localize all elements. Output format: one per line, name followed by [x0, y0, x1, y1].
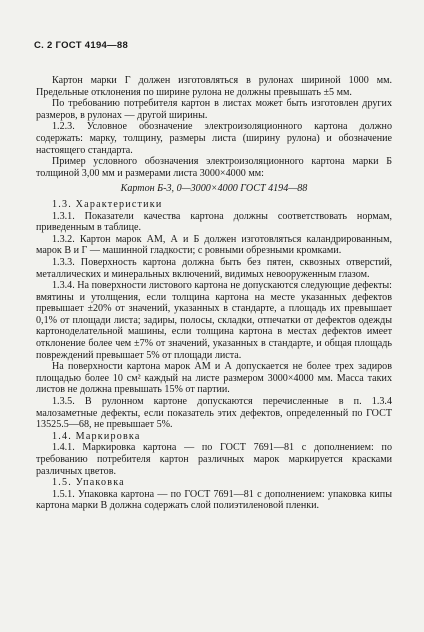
paragraph: 1.3.3. Поверхность картона должна быть без пятен, сквозных отверстий, металлических и минеральных включений, видимых невооруженным глазом.	[36, 256, 392, 280]
paragraph: 1.3.5. В рулонном картоне допускаются перечисленные в п. 1.3.4 малозаметные дефекты, если показатель этих дефектов, определенный по ГОСТ 13525.5—68, не превышает 5%.	[36, 396, 392, 431]
section-heading: 1.4. Маркировка	[52, 430, 141, 442]
paragraph: Картон марки Г должен изготовляться в рулонах шириной 1000 мм. Предельные отклонения по ширине рулона не должны превышать ±5 мм.	[36, 75, 392, 98]
paragraph: На поверхности картона марок АМ и А допускается не более трех задиров площадью более 10 см² каждый на листе размером 3000×4000 мм. Масса таких листов не должна превышать 15% от партии.	[36, 361, 392, 396]
document-body	[36, 75, 392, 512]
paragraph: 1.2.3. Условное обозначение электроизоляционного картона должно содержать: марку, толщину, размеры листа (ширину рулона) и обозначение настоящего стандарта.	[36, 121, 392, 156]
paragraph: Пример условного обозначения электроизоляционного картона марки Б толщиной 3,00 мм и размерами листа 3000×4000 мм:	[36, 156, 392, 179]
paragraph: По требованию потребителя картон в листах может быть изготовлен других размеров, в рулонах — другой ширины.	[36, 98, 392, 121]
page-header: С. 2 ГОСТ 4194—88	[34, 40, 129, 51]
paragraph: 1.3.4. На поверхности листового картона не допускаются следующие дефекты: вмятины и утолщения, если толщина картона на месте указанных дефектов превышает ±20% от значений, указанных в стандарте, а площадь их превышает 0,1% от площади листа; задиры, полосы, складки, отпечатки от дефектов одежды картоноделательной машины, если толщина картона в местах дефектов имеет отклонение более чем ±7% от значений, указанных в стандарте, и общая площадь повреждений превышает 5% от площади листа.	[36, 280, 392, 361]
paragraph: 1.3.1. Показатели качества картона должны соответствовать нормам, приведенным в таблице.	[36, 210, 392, 234]
designation-example: Картон Б-3, 0—3000×4000 ГОСТ 4194—88	[120, 183, 308, 195]
section-heading: 1.3. Характеристики	[52, 198, 163, 210]
paragraph: 1.4.1. Маркировка картона — по ГОСТ 7691—81 с дополнением: по требованию потребителя картон различных марок маркируется красками различных цветов.	[36, 442, 392, 477]
section-heading: 1.5. Упаковка	[52, 477, 125, 489]
paragraph: 1.5.1. Упаковка картона — по ГОСТ 7691—81 с дополнением: упаковка кипы картона марки В должна содержать слой полиэтиленовой пленки.	[36, 488, 392, 512]
paragraph: 1.3.2. Картон марок АМ, А и Б должен изготовляться каландрированным, марок В и Г — машинной гладкости; с ровными обрезными кромками.	[36, 233, 392, 257]
